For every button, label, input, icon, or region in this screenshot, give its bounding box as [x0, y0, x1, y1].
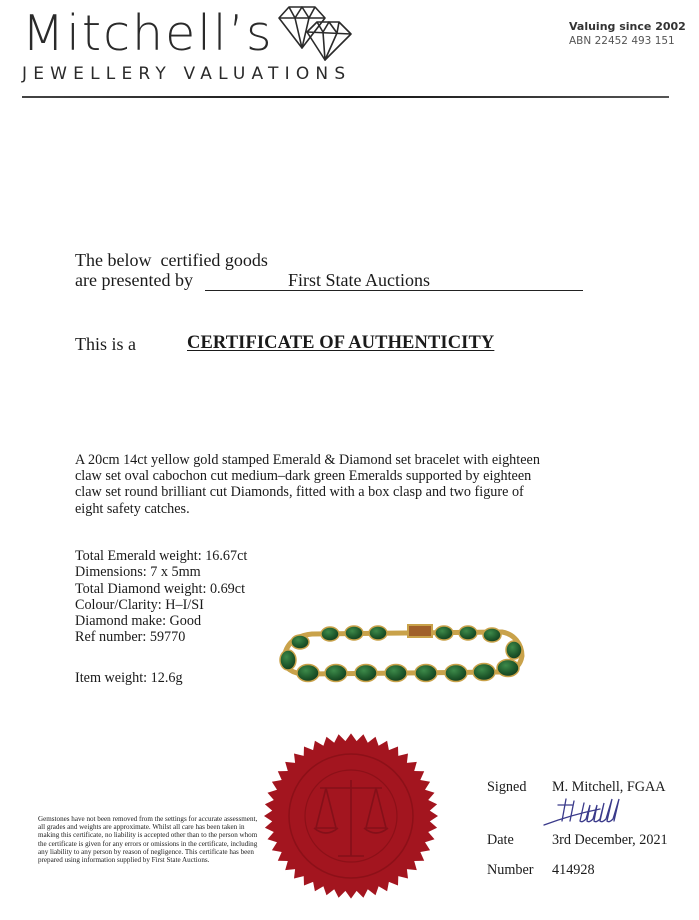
emerald-stone	[459, 626, 477, 640]
certificate-title: CERTIFICATE OF AUTHENTICITY	[187, 333, 495, 353]
emerald-stone	[445, 665, 467, 682]
signature	[540, 795, 660, 829]
emerald-stone	[497, 660, 519, 677]
spec-diamond-make: Diamond make: Good	[75, 613, 202, 630]
spec-diamond-weight: Total Diamond weight: 0.69ct	[75, 580, 246, 597]
emerald-stone	[291, 635, 309, 649]
date-value: 3rd December, 2021	[552, 832, 668, 848]
item-weight: Item weight: 12.6g	[75, 670, 183, 686]
emerald-stone	[297, 665, 319, 682]
wax-seal	[258, 728, 444, 904]
box-clasp	[408, 625, 432, 637]
emerald-stone	[473, 664, 495, 681]
spec-ref-number: Ref number: 59770	[75, 629, 186, 646]
emerald-stone	[415, 665, 437, 682]
emerald-stone	[355, 665, 377, 682]
emerald-stone	[483, 628, 501, 642]
brand-name: Mitchell’s	[22, 5, 274, 62]
bracelet-image	[272, 616, 530, 686]
emerald-stone	[280, 650, 296, 670]
spec-emerald-weight: Total Emerald weight: 16.67ct	[75, 548, 248, 564]
header-divider	[22, 96, 669, 98]
spec-dimensions: Dimensions: 7 x 5mm	[75, 564, 201, 581]
number-label: Number	[487, 862, 534, 878]
emerald-stone	[435, 626, 453, 640]
certificate-prefix: This is a	[75, 334, 136, 354]
diamonds-icon	[273, 4, 355, 62]
emerald-stone	[321, 627, 339, 641]
signed-label: Signed	[487, 779, 527, 795]
emerald-stone	[325, 665, 347, 682]
specs-list	[75, 548, 247, 646]
item-description: A 20cm 14ct yellow gold stamped Emerald & Diamond set bracelet with eighteen claw set oval cabochon cut medium–dark green Emeralds supported by eighteen claw set round brilliant cut Diamonds, fitted with a box clasp and two figure of eight safety catches.	[75, 452, 540, 517]
date-label: Date	[487, 832, 514, 848]
disclaimer-text: Gemstones have not been removed from the settings for accurate assessment, all grades and weights are approximate. Whilst all care has been taken in making this certificate, no liability is accepted other than to the person whom the certificate is given for any errors or omissions in the certificate, including any liability to any person by reason of negligence. This certificate has been prepared using information supplied by First State Auctions.	[38, 815, 258, 865]
emerald-stone	[506, 641, 522, 659]
emerald-stone	[369, 626, 387, 640]
emerald-stone	[385, 665, 407, 682]
tagline: Valuing since 2002	[569, 20, 686, 33]
presentation-line-2: are presented by	[75, 270, 193, 290]
spec-colour-clarity: Colour/Clarity: H–I/SI	[75, 596, 204, 613]
brand-subtitle: JEWELLERY VALUATIONS	[22, 64, 352, 84]
presenter-name: First State Auctions	[288, 270, 431, 290]
signed-value: M. Mitchell, FGAA	[552, 779, 666, 795]
emerald-stone	[345, 626, 363, 640]
presentation-line-1: The below certified goods	[75, 250, 268, 270]
abn-number: ABN 22452 493 151	[569, 35, 675, 47]
number-value: 414928	[552, 862, 595, 878]
